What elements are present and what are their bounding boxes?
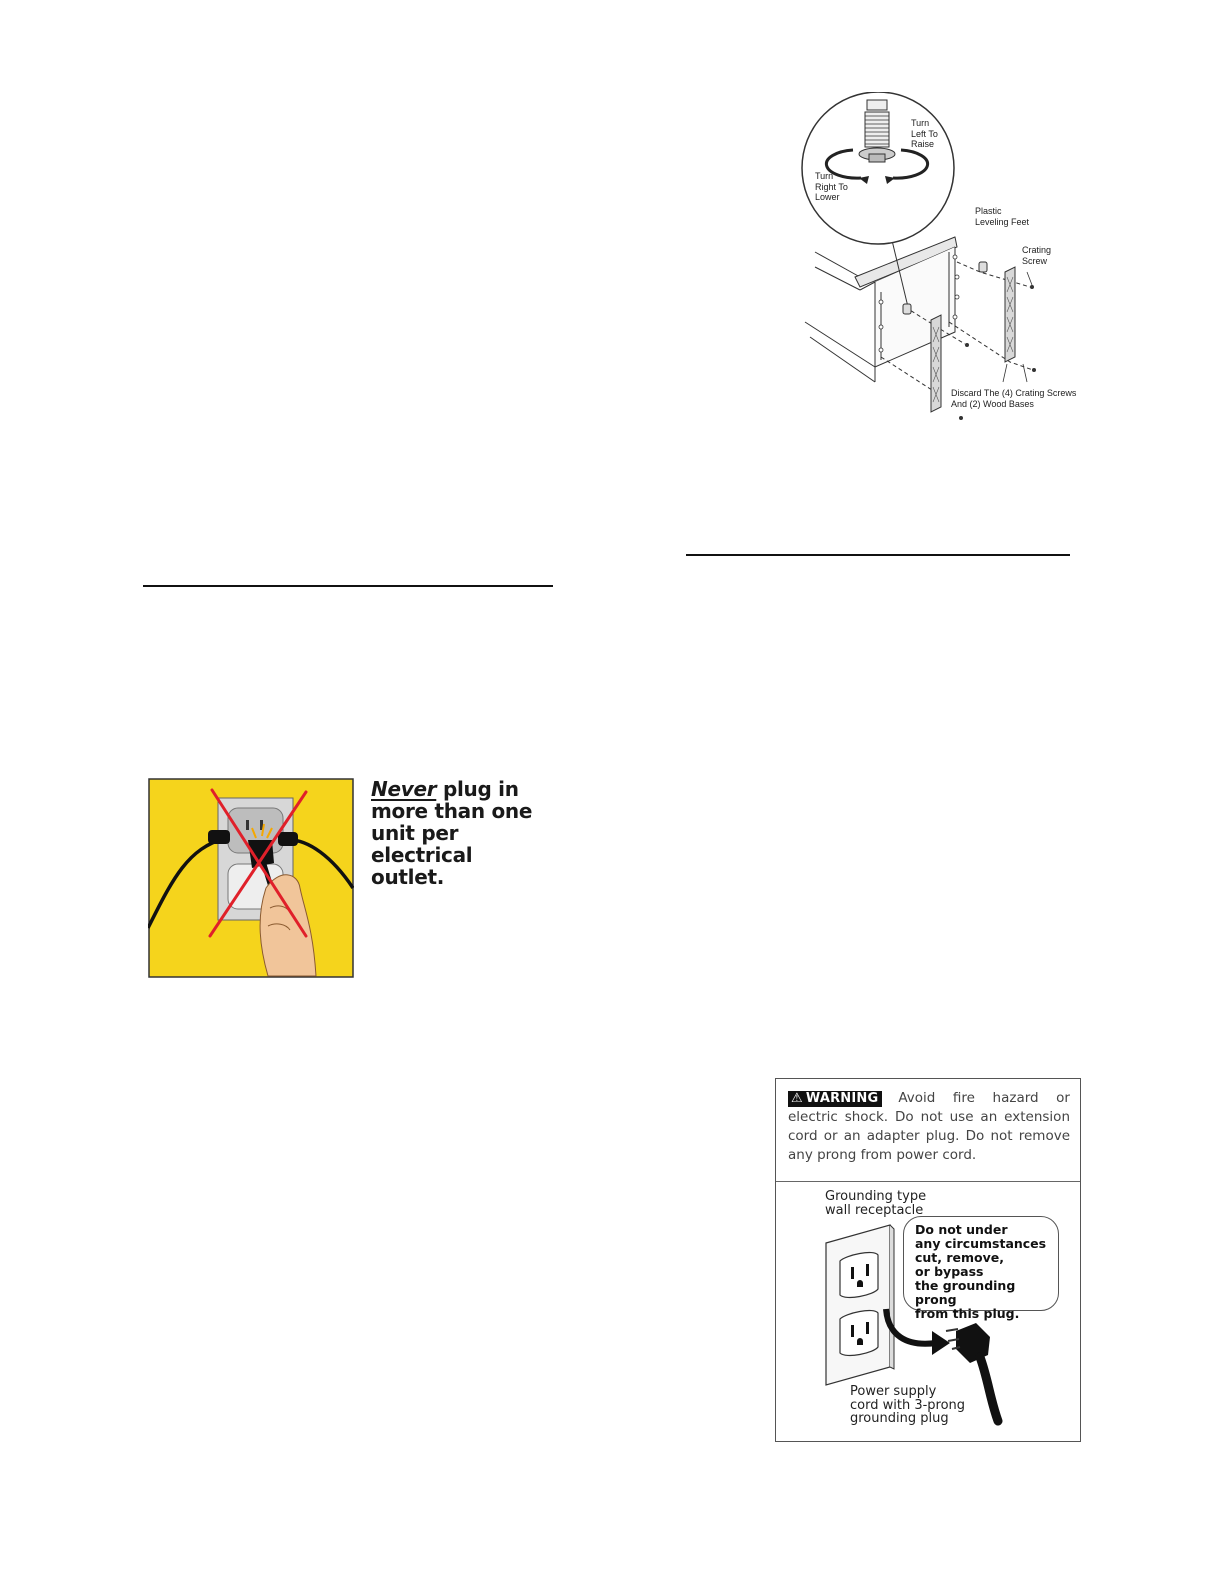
turn-right-lower-label: Turn Right To Lower [815, 171, 848, 202]
never-emphasis: Never [371, 777, 437, 801]
crating-screw-label: Crating Screw [1022, 245, 1052, 266]
outlet-overload-illustration [148, 778, 354, 978]
never-plug-caption [371, 778, 546, 888]
warning-triangle-icon: ⚠ [791, 1091, 803, 1106]
warning-badge-label: WARNING [805, 1091, 879, 1106]
discard-label: Discard The (4) Crating Screws And (2) Wood Bases [951, 388, 1077, 409]
power-cord-label: Power supply cord with 3-prong grounding plug [850, 1384, 966, 1426]
crossed-outlet-icon [148, 778, 354, 978]
leveling-feet-diagram [795, 92, 1085, 437]
receptacle-label: Grounding type wall receptacle [825, 1189, 927, 1218]
section-rule-left [143, 585, 553, 587]
never-caption-text: plug in more than one unit per electrical outlet. [371, 777, 533, 889]
grounding-prong-callout [903, 1216, 1059, 1321]
turn-left-raise-label: Turn Left To Raise [911, 118, 938, 149]
section-rule-right [686, 554, 1070, 556]
callout-text: Do not under any circumstances cut, remove, or bypass the grounding prong from this plug. [915, 1222, 1047, 1321]
warning-text: Avoid fire hazard or electric shock. Do not use an extension cord or an adapter plug. Do not remove any prong from power cord. [788, 1090, 1070, 1163]
leveling-feet-label: Plastic Leveling Feet [975, 206, 1030, 227]
grounding-warning-box [775, 1078, 1081, 1442]
